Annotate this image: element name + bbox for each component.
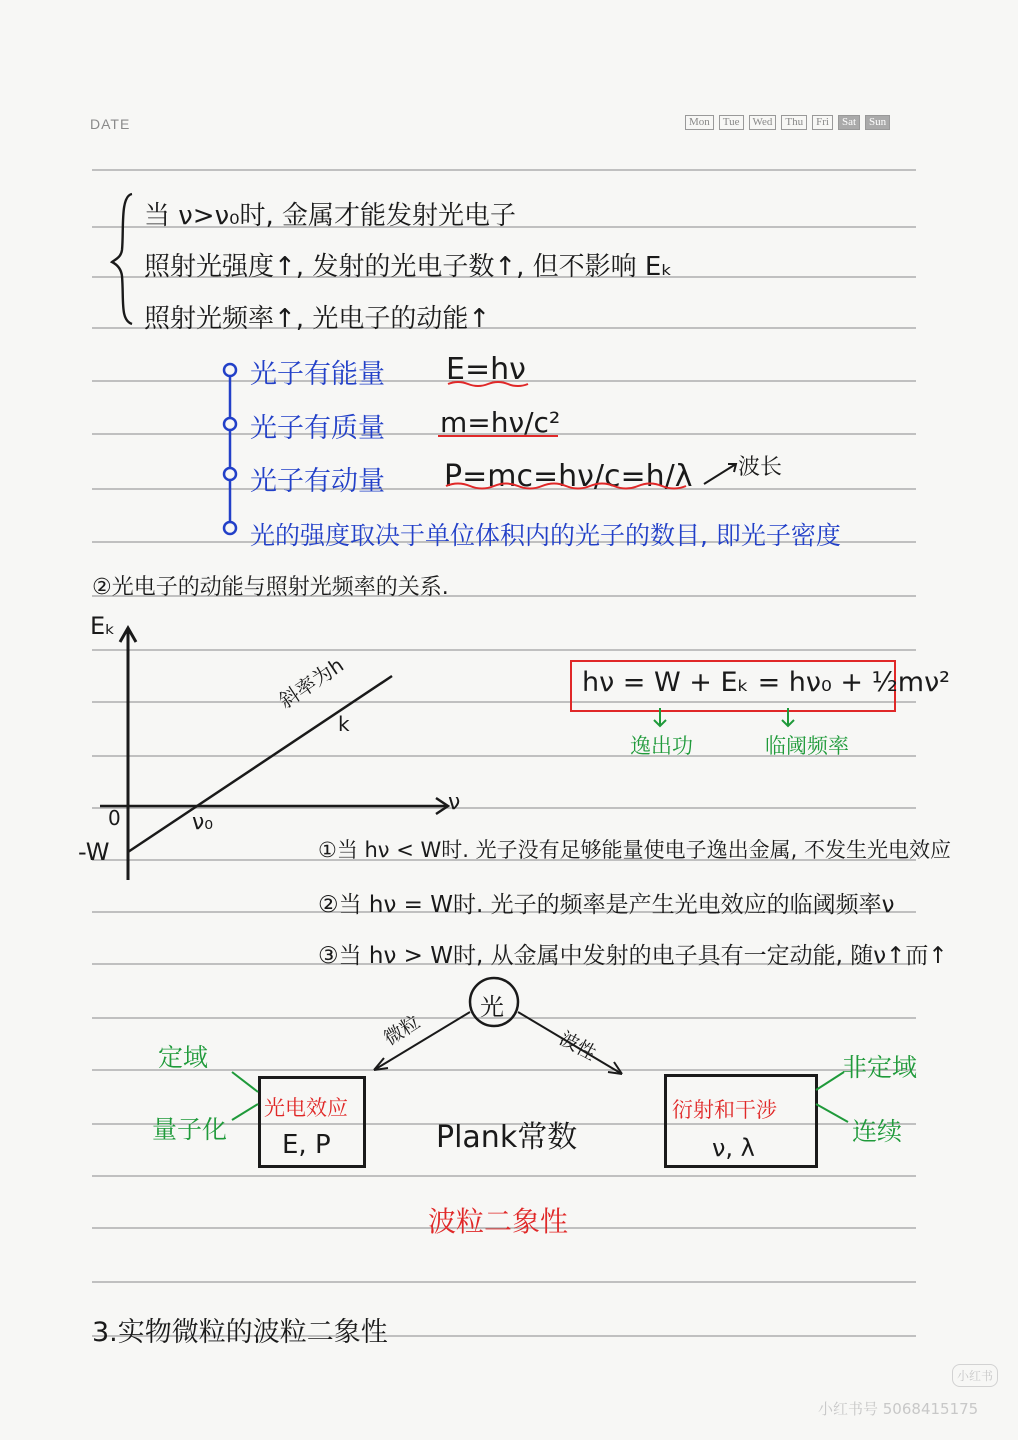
day-fri: Fri — [812, 115, 833, 130]
section-3-title: 3.实物微粒的波粒二象性 — [92, 1317, 388, 1348]
day-wed: Wed — [749, 115, 777, 130]
einstein-equation: hν = W + Eₖ = hν₀ + ½mν² — [582, 667, 950, 698]
graph-origin: 0 — [108, 806, 121, 830]
photoelectric-title: 光电效应 — [264, 1096, 348, 1120]
nonlocal-note: 非定域 — [842, 1053, 918, 1082]
brace-icon — [110, 190, 140, 330]
photon-momentum-label: 光子有动量 — [250, 466, 385, 497]
photoelectric-sub: E, P — [282, 1130, 331, 1160]
particle-arrow-label: 微粒 — [380, 1011, 425, 1051]
condition-3: 照射光频率↑, 光电子的动能↑ — [144, 304, 491, 334]
equation-note-arrows — [640, 706, 810, 732]
threshold-frequency-note: 临阈频率 — [765, 734, 849, 758]
graph-y-label: Eₖ — [90, 612, 116, 640]
condition-2: 照射光强度↑, 发射的光电子数↑, 但不影响 Eₖ — [144, 252, 673, 282]
quantized-note: 量子化 — [152, 1115, 228, 1144]
formula-underlines — [430, 378, 750, 508]
planck-constant-label: Plank常数 — [436, 1120, 578, 1155]
formula-energy: E=hν — [446, 352, 526, 387]
light-intensity-note: 光的强度取决于单位体积内的光子的数目, 即光子密度 — [250, 521, 841, 550]
diffraction-title: 衍射和干涉 — [672, 1098, 777, 1122]
graph-nu0: ν₀ — [192, 810, 214, 835]
condition-1: 当 ν>ν₀时, 金属才能发射光电子 — [144, 201, 517, 231]
day-sun: Sun — [865, 115, 890, 130]
right-note-connectors — [812, 1064, 852, 1128]
light-center-label: 光 — [480, 993, 504, 1021]
wave-particle-duality: 波粒二象性 — [428, 1205, 569, 1238]
date-label: DATE — [90, 116, 131, 132]
slope-note: 斜率为h — [274, 652, 348, 714]
day-tue: Tue — [719, 115, 744, 130]
continuous-note: 连续 — [852, 1117, 903, 1146]
left-note-connectors — [228, 1066, 268, 1126]
section-2-title: ②光电子的动能与照射光频率的关系. — [92, 575, 449, 600]
weekday-boxes — [685, 115, 890, 130]
case-1: ①当 hν < W时. 光子没有足够能量使电子逸出金属, 不发生光电效应 — [318, 838, 951, 862]
wave-arrow-label: 波性 — [555, 1027, 600, 1065]
localized-note: 定域 — [158, 1043, 209, 1072]
case-3: ③当 hν > W时, 从金属中发射的电子具有一定动能, 随ν↑而↑ — [318, 943, 948, 969]
formula-momentum: P=mc=hν/c=h/λ — [444, 459, 693, 494]
graph-x-label: ν — [448, 790, 461, 815]
work-function-note: 逸出功 — [630, 734, 693, 758]
watermark-logo: 小红书 — [952, 1364, 998, 1387]
day-sat: Sat — [838, 115, 860, 130]
day-thu: Thu — [781, 115, 807, 130]
photon-mass-label: 光子有质量 — [250, 413, 385, 444]
formula-mass: m=hν/c² — [440, 406, 561, 439]
slope-k-label: k — [338, 712, 350, 736]
watermark-id: 小红书号 5068415175 — [818, 1400, 979, 1418]
wavelength-note: 波长 — [738, 455, 783, 480]
photon-energy-label: 光子有能量 — [250, 359, 385, 390]
diffraction-sub: ν, λ — [712, 1134, 755, 1162]
case-2: ②当 hν = W时. 光子的频率是产生光电效应的临阈频率ν — [318, 892, 895, 918]
day-mon: Mon — [685, 115, 714, 130]
graph-neg-w: -W — [78, 838, 110, 866]
photon-timeline — [218, 358, 248, 538]
